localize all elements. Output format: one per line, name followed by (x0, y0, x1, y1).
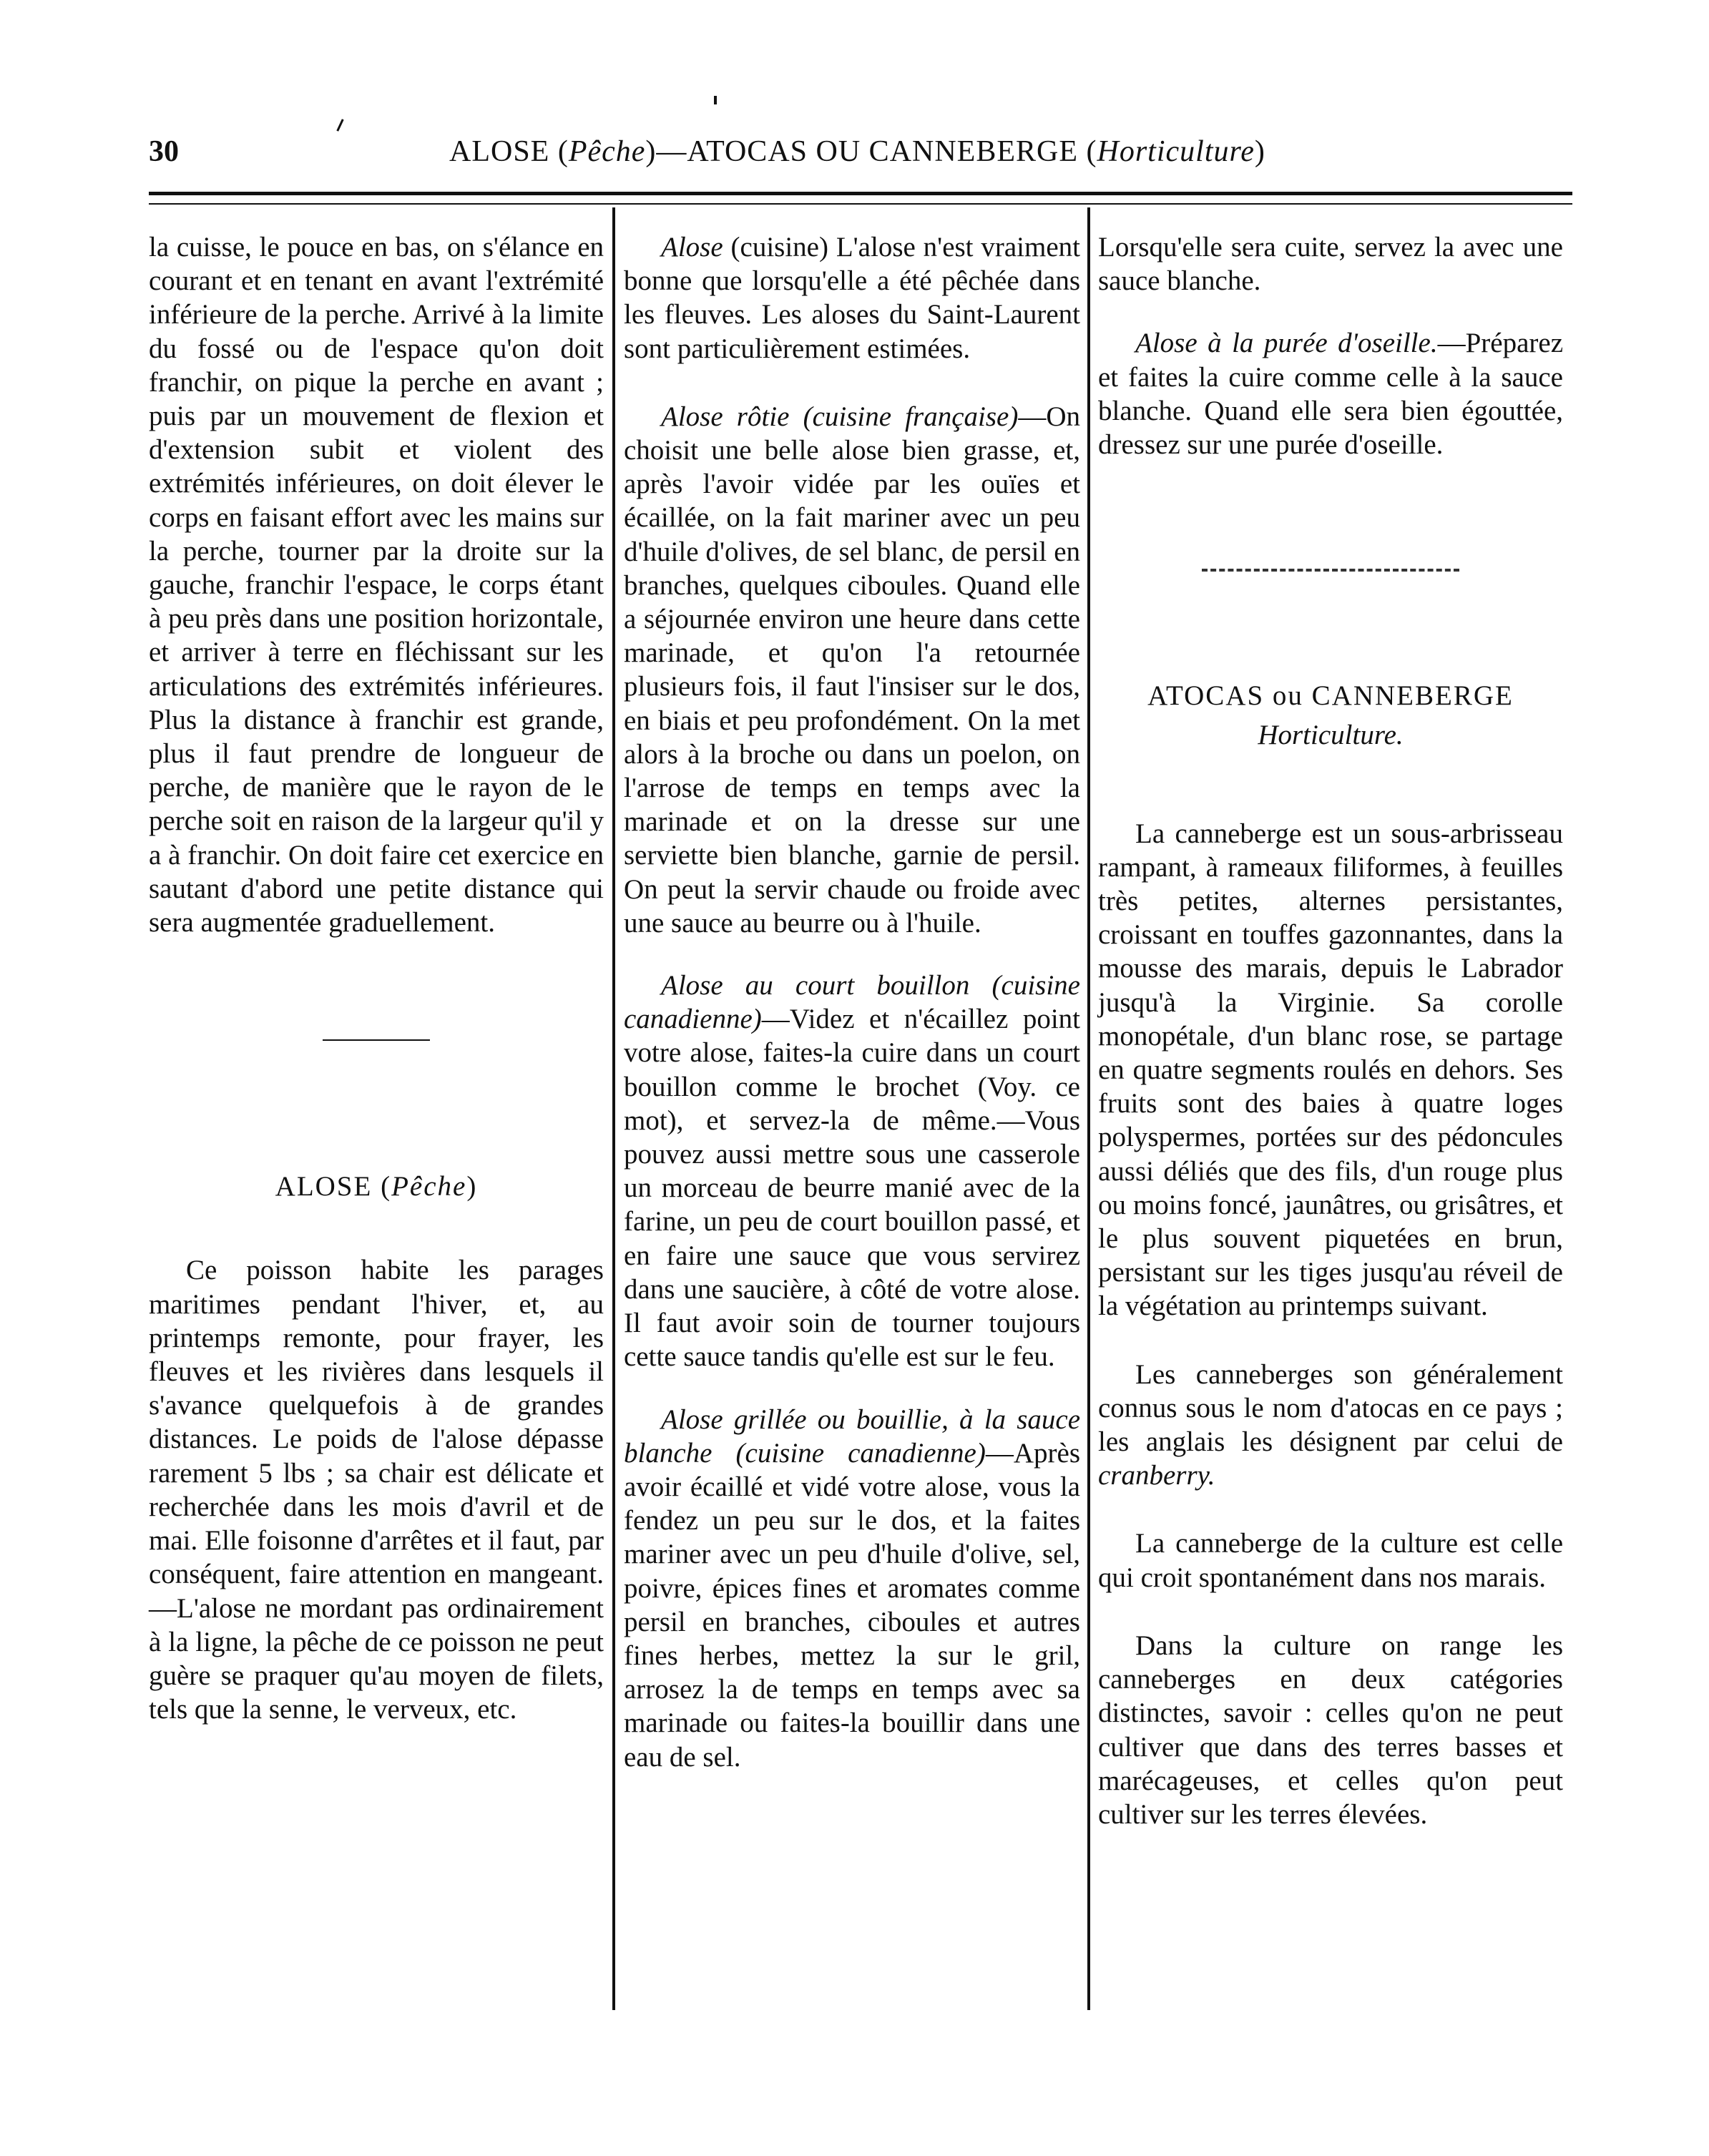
paragraph: Alose (cuisine) L'alose n'est vraiment bonne que lorsqu'elle a été pêchée dans les fleuves. Les aloses du Saint-Laurent sont particulièrement estimées. (624, 232, 1080, 364)
stray-mark (714, 96, 717, 104)
paragraph: Dans la culture on range les canneberges en deux catégories distinctes, savoir : celles qu'on ne peut cultiver que dans des terres basses et marécageuses, et celles qu'on peut cultiver sur les terres élevées. (1098, 1630, 1563, 1830)
header-rule (149, 192, 1572, 195)
column-3 (1098, 230, 1563, 1831)
paragraph: Alose rôtie (cuisine française)—On choisit une belle alose bien grasse, et, après l'avoir vidée par les ouïes et écaillée, on la fait mariner avec un peu d'huile d'olives, de sel blanc, de persil en branches, quelques ciboules. Quand elle a séjournée environ une heure dans cette marinade, et qu'on l'a retournée plusieurs fois, il faut l'insiser sur le dos, en biais et peu profondément. On la met alors à la broche ou dans un poelon, on l'arrose de temps en temps avec la marinade et on la dresse sur une serviette bien blanche, garnie de persil. On peut la servir chaude ou froide avec une sauce au beurre ou à l'huile. (624, 401, 1080, 939)
section-title-alose: ALOSE (Pêche) (275, 1171, 478, 1202)
section-subtitle: Horticulture. (1258, 720, 1404, 751)
header-rule-thin (149, 203, 1572, 205)
running-title: ALOSE (Pêche)—ATOCAS OU CANNEBERGE (Horticulture) (449, 135, 1265, 168)
paragraph: la cuisse, le pouce en bas, on s'élance en courant et en tenant en avant l'extrémité inférieure de la perche. Arrivé à la limite du fossé ou de l'espace qu'on doit franchir, on pique la perche en avant ; puis par un mouvement de flexion et d'extension subit et violent des extrémités inférieures, on doit élever le corps en faisant effort avec les mains sur la perche, tourner par la droite sur la gauche, franchir l'espace, le corps étant à peu près dans une position horizontale, et arriver à terre en fléchissant sur les articulations des extrémités inférieures. Plus la distance à franchir est grande, plus il faut prendre de longueur de perche, de manière que le rayon de le perche soit en raison de la largeur qu'il y a à franchir. On doit faire cet exercice en sautant d'abord une petite distance qui sera augmentée graduellement. (149, 232, 604, 939)
column-divider (1087, 207, 1090, 2010)
paragraph: Alose grillée ou bouillie, à la sauce blanche (cuisine canadienne)—Après avoir écaillé et vidé votre alose, vous la fendez un peu sur le dos, et la faites mariner avec un peu d'huile d'olive, sel, poivre, épices fines et aromates comme persil en branches, ciboules et autres fines herbes, mettez la sur le gril, arrosez la de temps en temps avec sa marinade ou faites-la bouillir dans une eau de sel. (624, 1403, 1080, 1773)
column-2 (624, 230, 1080, 1774)
paragraph: La canneberge est un sous-arbrisseau rampant, à rameaux filiformes, à feuilles très petites, alternes persistantes, croissant en touffes gazonnantes, dans la mousse des marais, depuis le Labrador jusqu'à la Virginie. Sa corolle monopétale, d'un blanc rose, se partage en quatre segments roulés en dehors. Ses fruits sont des baies à quatre loges polyspermes, portées sur des pédoncules aussi déliés que des fils, d'un rouge plus ou moins foncé, jaunâtres, ou grisâtres, et le plus souvent piquetées en brun, persistant sur les tiges jusqu'au réveil de la végétation au printemps suivant. (1098, 818, 1563, 1322)
column-divider (612, 207, 615, 2010)
paragraph: Lorsqu'elle sera cuite, servez la avec une sauce blanche. (1098, 232, 1563, 297)
paragraph: La canneberge de la culture est celle qui croit spontanément dans nos marais. (1098, 1528, 1563, 1593)
paragraph: Ce poisson habite les parages maritimes pendant l'hiver, et, au printemps remonte, pour frayer, les fleuves et les rivières dans lesquels il s'avance quelquefois à de grandes distances. Le poids de l'alose dépasse rarement 5 lbs ; sa chair est délicate et recherchée dans les mois d'avril et de mai. Elle foisonne d'arrêtes et il faut, par conséquent, faire attention en mangeant.—L'alose ne mordant pas ordinairement à la ligne, la pêche de ce poisson ne peut guère se praquer qu'au moyen de filets, tels que la senne, le verveux, etc. (149, 1255, 604, 1725)
column-1 (149, 230, 604, 1726)
section-title-atocas: ATOCAS ou CANNEBERGE (1147, 680, 1514, 712)
paragraph: Alose au court bouillon (cuisine canadienne)—Videz et n'écaillez point votre alose, faites-la cuire dans un court bouillon comme le brochet (Voy. ce mot), et servez-la de même.—Vous pouvez aussi mettre sous une casserole un morceau de beurre manié avec de la farine, un peu de court bouillon passé, et en faire une sauce que vous servirez dans une saucière, à côté de votre alose. Il faut avoir soin de tourner toujours cette sauce tandis qu'elle est sur le feu. (624, 970, 1080, 1373)
page-header (149, 127, 1572, 177)
page-number: 30 (149, 135, 179, 168)
paragraph: Alose à la purée d'oseille.—Préparez et faites la cuire comme celle à la sauce blanche. Quand elle sera bien égouttée, dressez sur une purée d'oseille. (1098, 328, 1563, 461)
paragraph: Les canneberges son généralement connus sous le nom d'atocas en ce pays ; les anglais les désignent par celui de cranberry. (1098, 1358, 1563, 1491)
